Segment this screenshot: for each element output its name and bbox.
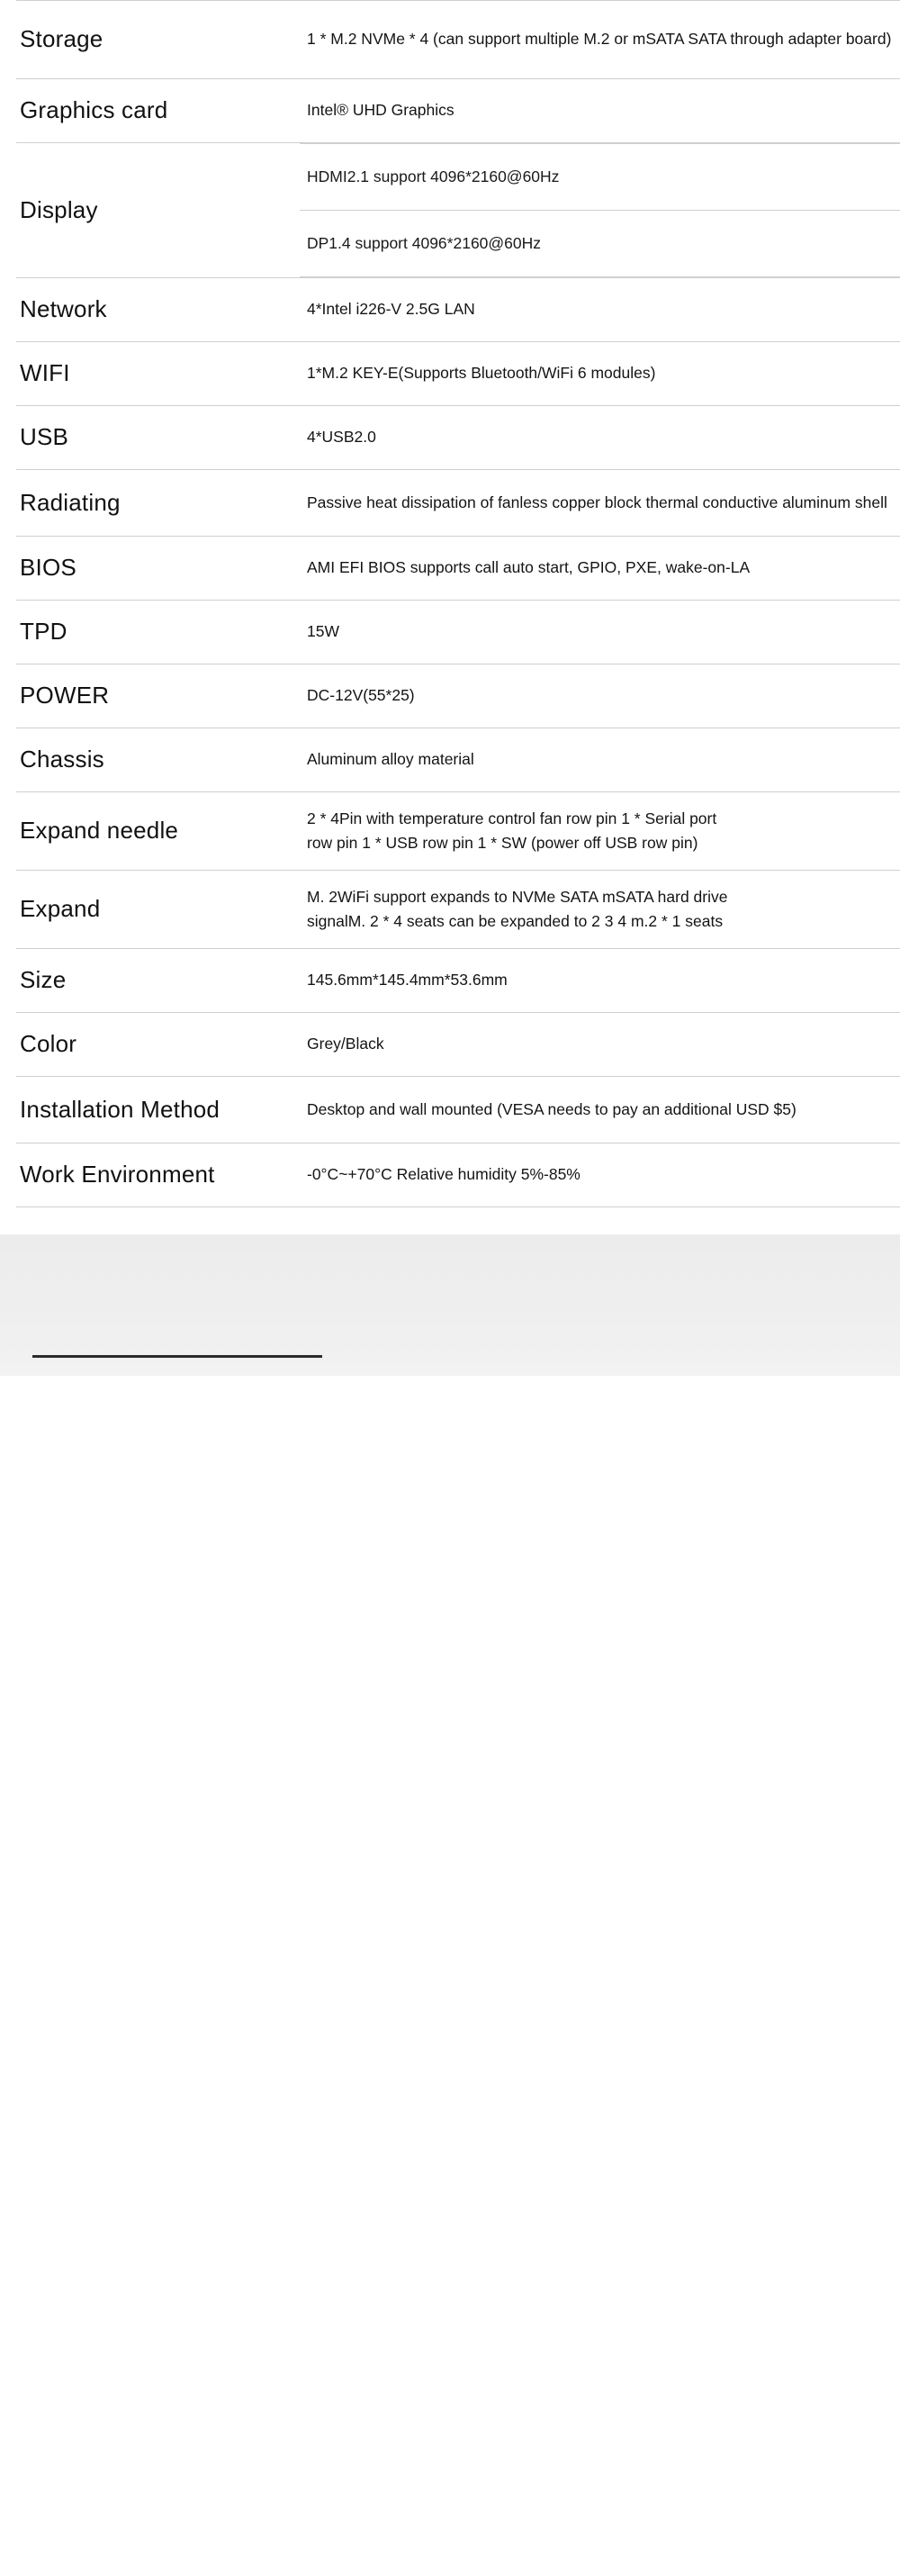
display-subrow (300, 144, 900, 211)
specification-sheet (0, 0, 900, 1207)
table-row (16, 342, 900, 406)
row-value-power: DC-12V(55*25) (307, 686, 415, 705)
table-row (16, 79, 900, 143)
table-row (16, 792, 900, 871)
row-value-graphics-card: Intel® UHD Graphics (307, 101, 454, 120)
table-row (16, 728, 900, 792)
row-value-text: Desktop and wall mounted (VESA needs to pay an additional USD $5) (307, 1099, 796, 1118)
row-value-usb: 4*USB2.0 (307, 428, 376, 447)
row-value-radiating (300, 470, 900, 537)
display-hdmi-value: HDMI2.1 support 4096*2160@60Hz (300, 144, 900, 211)
row-label-size: Size (20, 966, 67, 994)
row-value-bios: AMI EFI BIOS supports call auto start, GPIO, PXE, wake-on-LA (307, 558, 751, 577)
expand-line-1: M. 2WiFi support expands to NVMe SATA mSATA hard drive (307, 887, 728, 906)
row-value-wifi: 1*M.2 KEY-E(Supports Bluetooth/WiFi 6 modules) (307, 364, 656, 383)
row-label-graphics-card: Graphics card (20, 96, 168, 124)
row-label-radiating: Radiating (20, 488, 121, 516)
specification-table (16, 0, 900, 1207)
table-row (16, 601, 900, 664)
table-row (16, 470, 900, 537)
expand-line-2: signalM. 2 * 4 seats can be expanded to 2 3 4 m.2 * 1 seats (307, 912, 724, 930)
table-row (16, 1, 900, 79)
table-row (16, 871, 900, 949)
table-row (16, 406, 900, 470)
row-label-installation-method: Installation Method (20, 1095, 220, 1123)
table-row (16, 664, 900, 728)
row-value-expand-needle (300, 792, 900, 871)
table-row (16, 278, 900, 342)
row-label-expand: Expand (20, 895, 101, 923)
row-label-display: Display (20, 195, 98, 223)
footer-placeholder-shape (297, 2522, 477, 2576)
row-value-network: 4*Intel i226-V 2.5G LAN (307, 300, 475, 319)
row-label-chassis: Chassis (20, 746, 104, 773)
row-label-wifi: WIFI (20, 359, 70, 387)
table-row (16, 1013, 900, 1077)
row-label-power: POWER (20, 682, 110, 710)
row-value-display (300, 143, 900, 278)
table-row (16, 537, 900, 601)
expand-needle-line-1: 2 * 4Pin with temperature control fan row pin 1 * Serial port (307, 809, 717, 827)
row-value-installation-method (300, 1077, 900, 1143)
row-value-tpd: 15W (307, 622, 339, 641)
table-row (16, 949, 900, 1013)
table-row (16, 1143, 900, 1207)
row-value-work-environment: -0°C~+70°C Relative humidity 5%-85% (307, 1165, 580, 1184)
display-dp-value: DP1.4 support 4096*2160@60Hz (307, 234, 542, 252)
row-label-color: Color (20, 1030, 77, 1058)
row-label-tpd: TPD (20, 618, 68, 646)
table-row (16, 143, 900, 278)
row-label-storage: Storage (20, 25, 104, 53)
row-value-size: 145.6mm*145.4mm*53.6mm (307, 971, 508, 990)
row-label-usb: USB (20, 423, 69, 451)
expand-needle-line-2: row pin 1 * USB row pin 1 * SW (power off USB row pin) (307, 834, 698, 852)
row-value-color: Grey/Black (307, 1035, 384, 1053)
row-value-expand (300, 871, 900, 949)
row-label-work-environment: Work Environment (20, 1161, 215, 1189)
row-value-storage (300, 1, 900, 79)
footer-divider (32, 1355, 322, 1358)
display-subtable (300, 143, 900, 277)
row-label-bios: BIOS (20, 554, 76, 582)
row-label-network: Network (20, 295, 107, 323)
display-subrow (300, 211, 900, 277)
row-value-text: Passive heat dissipation of fanless copper block thermal conductive aluminum shell (307, 493, 887, 511)
row-label-expand-needle: Expand needle (20, 817, 179, 845)
table-row (16, 1077, 900, 1143)
row-value-chassis: Aluminum alloy material (307, 750, 474, 769)
row-value-text: 1 * M.2 NVMe * 4 (can support multiple M.2 or mSATA SATA through adapter board) (307, 30, 892, 49)
